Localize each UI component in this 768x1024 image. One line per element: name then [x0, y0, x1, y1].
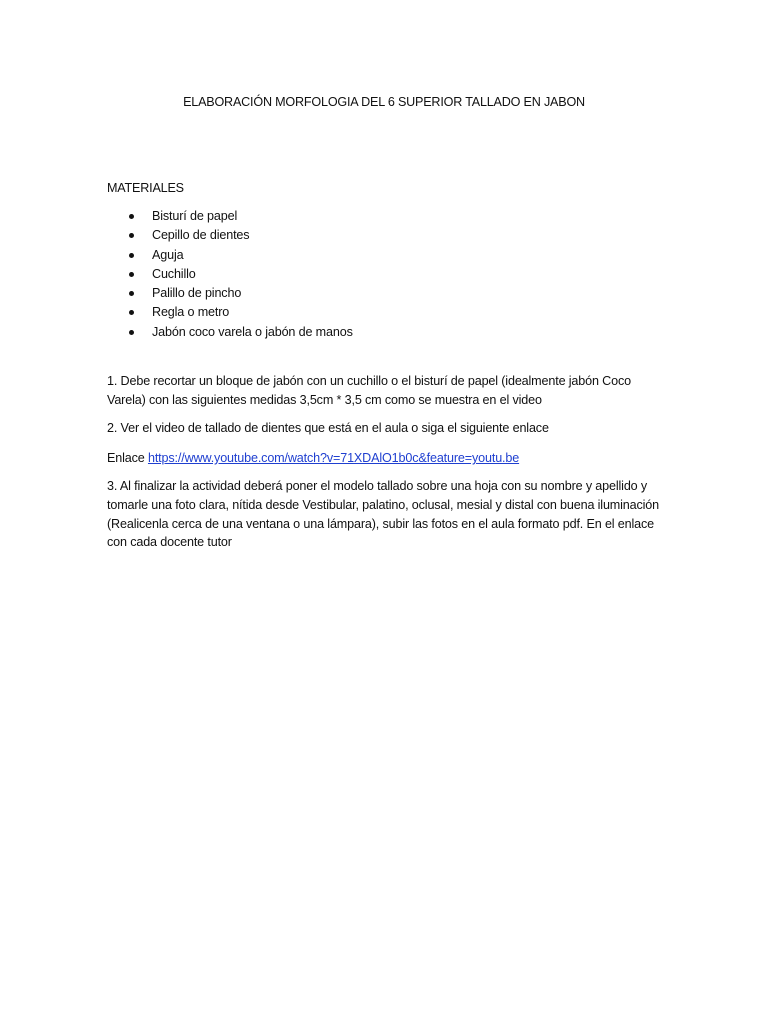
bullet-icon: [129, 272, 134, 277]
list-item: [107, 284, 353, 303]
list-item-label: Jabón coco varela o jabón de manos: [152, 324, 353, 339]
step-3-paragraph: 3. Al finalizar la actividad deberá poner el modelo tallado sobre una hoja con su nombre y apellido y tomarle una foto clara, nítida desde Vestibular, palatino, oclusal, mesial y distal con buena iluminación (Realicenla cerca de una ventana o una lámpara), subir las fotos en el aula formato pdf. En el enlace con cada docente tutor: [107, 479, 660, 550]
list-item: [107, 207, 353, 226]
link-paragraph: [107, 449, 667, 468]
youtube-link[interactable]: https://www.youtube.com/watch?v=71XDAlO1b0c&feature=youtu.be: [147, 451, 520, 465]
list-item-label: Palillo de pincho: [152, 286, 242, 301]
step-1-paragraph: 1. Debe recortar un bloque de jabón con un cuchillo o el bisturí de papel (idealmente jabón Coco Varela) con las siguientes medidas 3,5cm * 3,5 cm como se muestra en el video: [107, 374, 631, 407]
bullet-icon: [129, 253, 134, 258]
bullet-icon: [129, 330, 134, 335]
list-item-label: Bisturí de papel: [152, 209, 238, 223]
step-2-paragraph: 2. Ver el video de tallado de dientes que está en el aula o siga el siguiente enlace: [107, 421, 549, 435]
document-title: ELABORACIÓN MORFOLOGIA DEL 6 SUPERIOR TALLADO EN JABON: [183, 95, 585, 109]
list-item: [107, 323, 353, 342]
list-item: [107, 265, 353, 284]
list-item-label: Aguja: [152, 247, 184, 262]
bullet-icon: [129, 214, 134, 219]
list-item: [107, 246, 353, 265]
list-item: [107, 226, 353, 245]
list-item: [107, 303, 353, 322]
materials-heading: MATERIALES: [107, 181, 184, 195]
bullet-icon: [129, 233, 134, 238]
materials-list: [107, 207, 353, 342]
list-item-label: Cuchillo: [152, 266, 196, 281]
bullet-icon: [129, 310, 134, 315]
link-label: Enlace: [107, 451, 145, 465]
list-item-label: Regla o metro: [152, 305, 230, 320]
list-item-label: Cepillo de dientes: [152, 228, 250, 243]
bullet-icon: [129, 291, 134, 296]
